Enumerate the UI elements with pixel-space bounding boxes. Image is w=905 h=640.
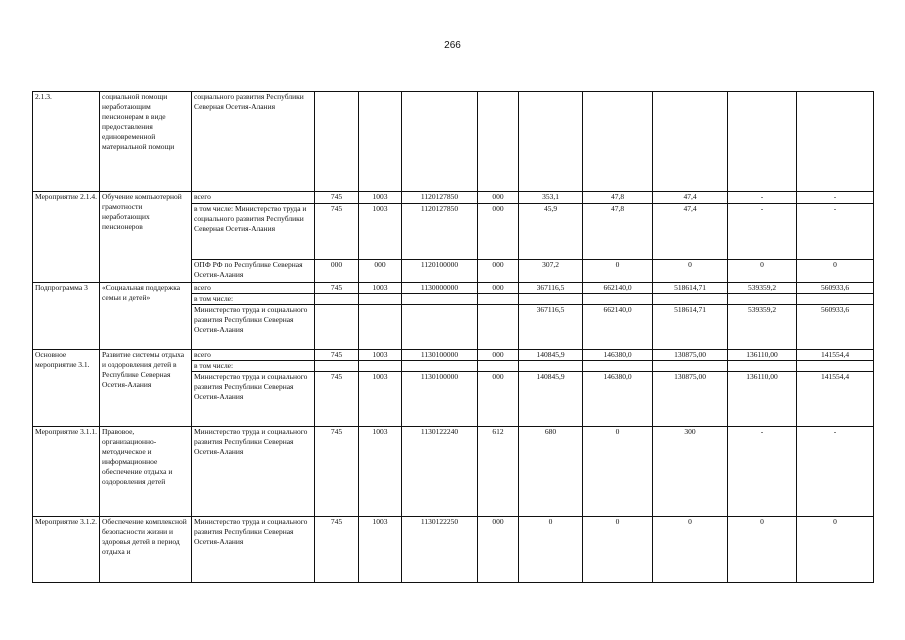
vr-cell: 000	[478, 283, 519, 294]
row-code: Мероприятие 3.1.2.	[33, 517, 100, 583]
row-title: Правовое, организационно-методическое и информационное обеспечение отдыха и оздоровления детей	[100, 427, 192, 517]
year2-cell: 146380,0	[583, 372, 653, 427]
year5-cell: 560933,6	[797, 283, 874, 294]
year5-cell: -	[797, 204, 874, 260]
row-title: «Социальная поддержка семьи и детей»	[100, 283, 192, 350]
row-code: Мероприятие 3.1.1.	[33, 427, 100, 517]
csr-cell: 1130000000	[402, 283, 478, 294]
year1-cell: 367116,5	[519, 305, 583, 350]
year1-cell: 680	[519, 427, 583, 517]
row-title: социальной помощи неработающим пенсионерам в виде предоставления единовременной материальной помощи	[100, 92, 192, 192]
table-row	[33, 92, 874, 192]
year2-cell: 662140,0	[583, 283, 653, 294]
year5-cell	[797, 294, 874, 305]
year1-cell: 0	[519, 517, 583, 583]
year1-cell: 307,2	[519, 260, 583, 283]
vr-cell	[478, 294, 519, 305]
year1-cell: 140845,9	[519, 350, 583, 361]
grbs-cell: 745	[315, 372, 359, 427]
row-executor: социального развития Республики Северная Осетия-Алания	[192, 92, 315, 192]
grbs-cell: 745	[315, 350, 359, 361]
year4-cell: -	[728, 204, 797, 260]
table-row	[33, 283, 874, 294]
csr-cell	[402, 305, 478, 350]
vr-cell: 000	[478, 260, 519, 283]
vr-cell: 000	[478, 372, 519, 427]
year3-cell: 47,4	[653, 204, 728, 260]
row-executor: в том числе: Министерство труда и социального развития Республики Северная Осетия-Алания	[192, 204, 315, 260]
year5-cell: 141554,4	[797, 372, 874, 427]
year5-cell: 0	[797, 260, 874, 283]
csr-cell: 1130122240	[402, 427, 478, 517]
row-code: Мероприятие 2.1.4.	[33, 192, 100, 283]
year2-cell	[583, 361, 653, 372]
year4-cell	[728, 361, 797, 372]
year2-cell	[583, 92, 653, 192]
table-row	[33, 192, 874, 204]
row-title: Развитие системы отдыха и оздоровления детей в Республике Северная Осетия-Алания	[100, 350, 192, 427]
csr-cell: 1120127850	[402, 204, 478, 260]
csr-cell: 1130122250	[402, 517, 478, 583]
year2-cell: 47,8	[583, 204, 653, 260]
year3-cell: 0	[653, 517, 728, 583]
year2-cell: 0	[583, 517, 653, 583]
year4-cell: 0	[728, 517, 797, 583]
rzpr-cell: 1003	[359, 350, 402, 361]
vr-cell	[478, 361, 519, 372]
vr-cell	[478, 92, 519, 192]
row-executor: Министерство труда и социального развития Республики Северная Осетия-Алания	[192, 517, 315, 583]
year3-cell	[653, 294, 728, 305]
vr-cell: 000	[478, 204, 519, 260]
rzpr-cell: 1003	[359, 427, 402, 517]
year3-cell: 300	[653, 427, 728, 517]
year1-cell: 367116,5	[519, 283, 583, 294]
year3-cell: 47,4	[653, 192, 728, 204]
year4-cell: -	[728, 192, 797, 204]
row-executor: Министерство труда и социального развития Республики Северная Осетия-Алания	[192, 305, 315, 350]
year2-cell: 0	[583, 427, 653, 517]
row-code: Основное мероприятие 3.1.	[33, 350, 100, 427]
year3-cell: 130875,00	[653, 350, 728, 361]
row-code: 2.1.3.	[33, 92, 100, 192]
year1-cell: 353,1	[519, 192, 583, 204]
year5-cell: -	[797, 427, 874, 517]
year1-cell	[519, 294, 583, 305]
year4-cell: 136110,00	[728, 372, 797, 427]
rzpr-cell: 1003	[359, 204, 402, 260]
year4-cell	[728, 92, 797, 192]
year3-cell: 518614,71	[653, 305, 728, 350]
year2-cell	[583, 294, 653, 305]
csr-cell: 1120127850	[402, 192, 478, 204]
grbs-cell: 745	[315, 517, 359, 583]
row-title: Обеспечение комплексной безопасности жизни и здоровья детей в период отдыха и	[100, 517, 192, 583]
year5-cell: 0	[797, 517, 874, 583]
grbs-cell	[315, 294, 359, 305]
vr-cell: 000	[478, 517, 519, 583]
year1-cell	[519, 92, 583, 192]
year5-cell	[797, 361, 874, 372]
grbs-cell	[315, 92, 359, 192]
year5-cell: 560933,6	[797, 305, 874, 350]
year4-cell: 539359,2	[728, 305, 797, 350]
year2-cell: 0	[583, 260, 653, 283]
rzpr-cell	[359, 361, 402, 372]
year1-cell	[519, 361, 583, 372]
row-executor: в том числе:	[192, 361, 315, 372]
year4-cell: 0	[728, 260, 797, 283]
table-row	[33, 350, 874, 361]
row-executor: в том числе:	[192, 294, 315, 305]
rzpr-cell: 1003	[359, 372, 402, 427]
budget-table	[32, 91, 874, 583]
csr-cell: 1120100000	[402, 260, 478, 283]
grbs-cell: 745	[315, 427, 359, 517]
grbs-cell: 000	[315, 260, 359, 283]
year3-cell: 130875,00	[653, 372, 728, 427]
year4-cell: -	[728, 427, 797, 517]
year3-cell: 518614,71	[653, 283, 728, 294]
table-row	[33, 427, 874, 517]
rzpr-cell: 000	[359, 260, 402, 283]
year4-cell: 539359,2	[728, 283, 797, 294]
grbs-cell: 745	[315, 283, 359, 294]
row-title: Обучение компьютерной грамотности неработающих пенсионеров	[100, 192, 192, 283]
table-row	[33, 517, 874, 583]
year5-cell: 141554,4	[797, 350, 874, 361]
vr-cell: 000	[478, 350, 519, 361]
csr-cell: 1130100000	[402, 372, 478, 427]
row-executor: всего	[192, 350, 315, 361]
page-number: 266	[444, 40, 461, 51]
csr-cell	[402, 92, 478, 192]
rzpr-cell	[359, 294, 402, 305]
year1-cell: 45,9	[519, 204, 583, 260]
year3-cell	[653, 92, 728, 192]
row-executor: ОПФ РФ по Республике Северная Осетия-Алания	[192, 260, 315, 283]
rzpr-cell	[359, 305, 402, 350]
grbs-cell: 745	[315, 192, 359, 204]
rzpr-cell: 1003	[359, 517, 402, 583]
grbs-cell: 745	[315, 204, 359, 260]
row-executor: Министерство труда и социального развития Республики Северная Осетия-Алания	[192, 427, 315, 517]
csr-cell	[402, 361, 478, 372]
year3-cell	[653, 361, 728, 372]
row-executor: всего	[192, 192, 315, 204]
year4-cell: 136110,00	[728, 350, 797, 361]
grbs-cell	[315, 305, 359, 350]
vr-cell	[478, 305, 519, 350]
rzpr-cell	[359, 92, 402, 192]
row-code: Подпрограмма 3	[33, 283, 100, 350]
year1-cell: 140845,9	[519, 372, 583, 427]
rzpr-cell: 1003	[359, 283, 402, 294]
row-executor: Министерство труда и социального развития Республики Северная Осетия-Алания	[192, 372, 315, 427]
year2-cell: 146380,0	[583, 350, 653, 361]
csr-cell	[402, 294, 478, 305]
vr-cell: 000	[478, 192, 519, 204]
csr-cell: 1130100000	[402, 350, 478, 361]
year3-cell: 0	[653, 260, 728, 283]
year5-cell: -	[797, 192, 874, 204]
year2-cell: 47,8	[583, 192, 653, 204]
vr-cell: 612	[478, 427, 519, 517]
rzpr-cell: 1003	[359, 192, 402, 204]
row-executor: всего	[192, 283, 315, 294]
grbs-cell	[315, 361, 359, 372]
year5-cell	[797, 92, 874, 192]
year4-cell	[728, 294, 797, 305]
year2-cell: 662140,0	[583, 305, 653, 350]
